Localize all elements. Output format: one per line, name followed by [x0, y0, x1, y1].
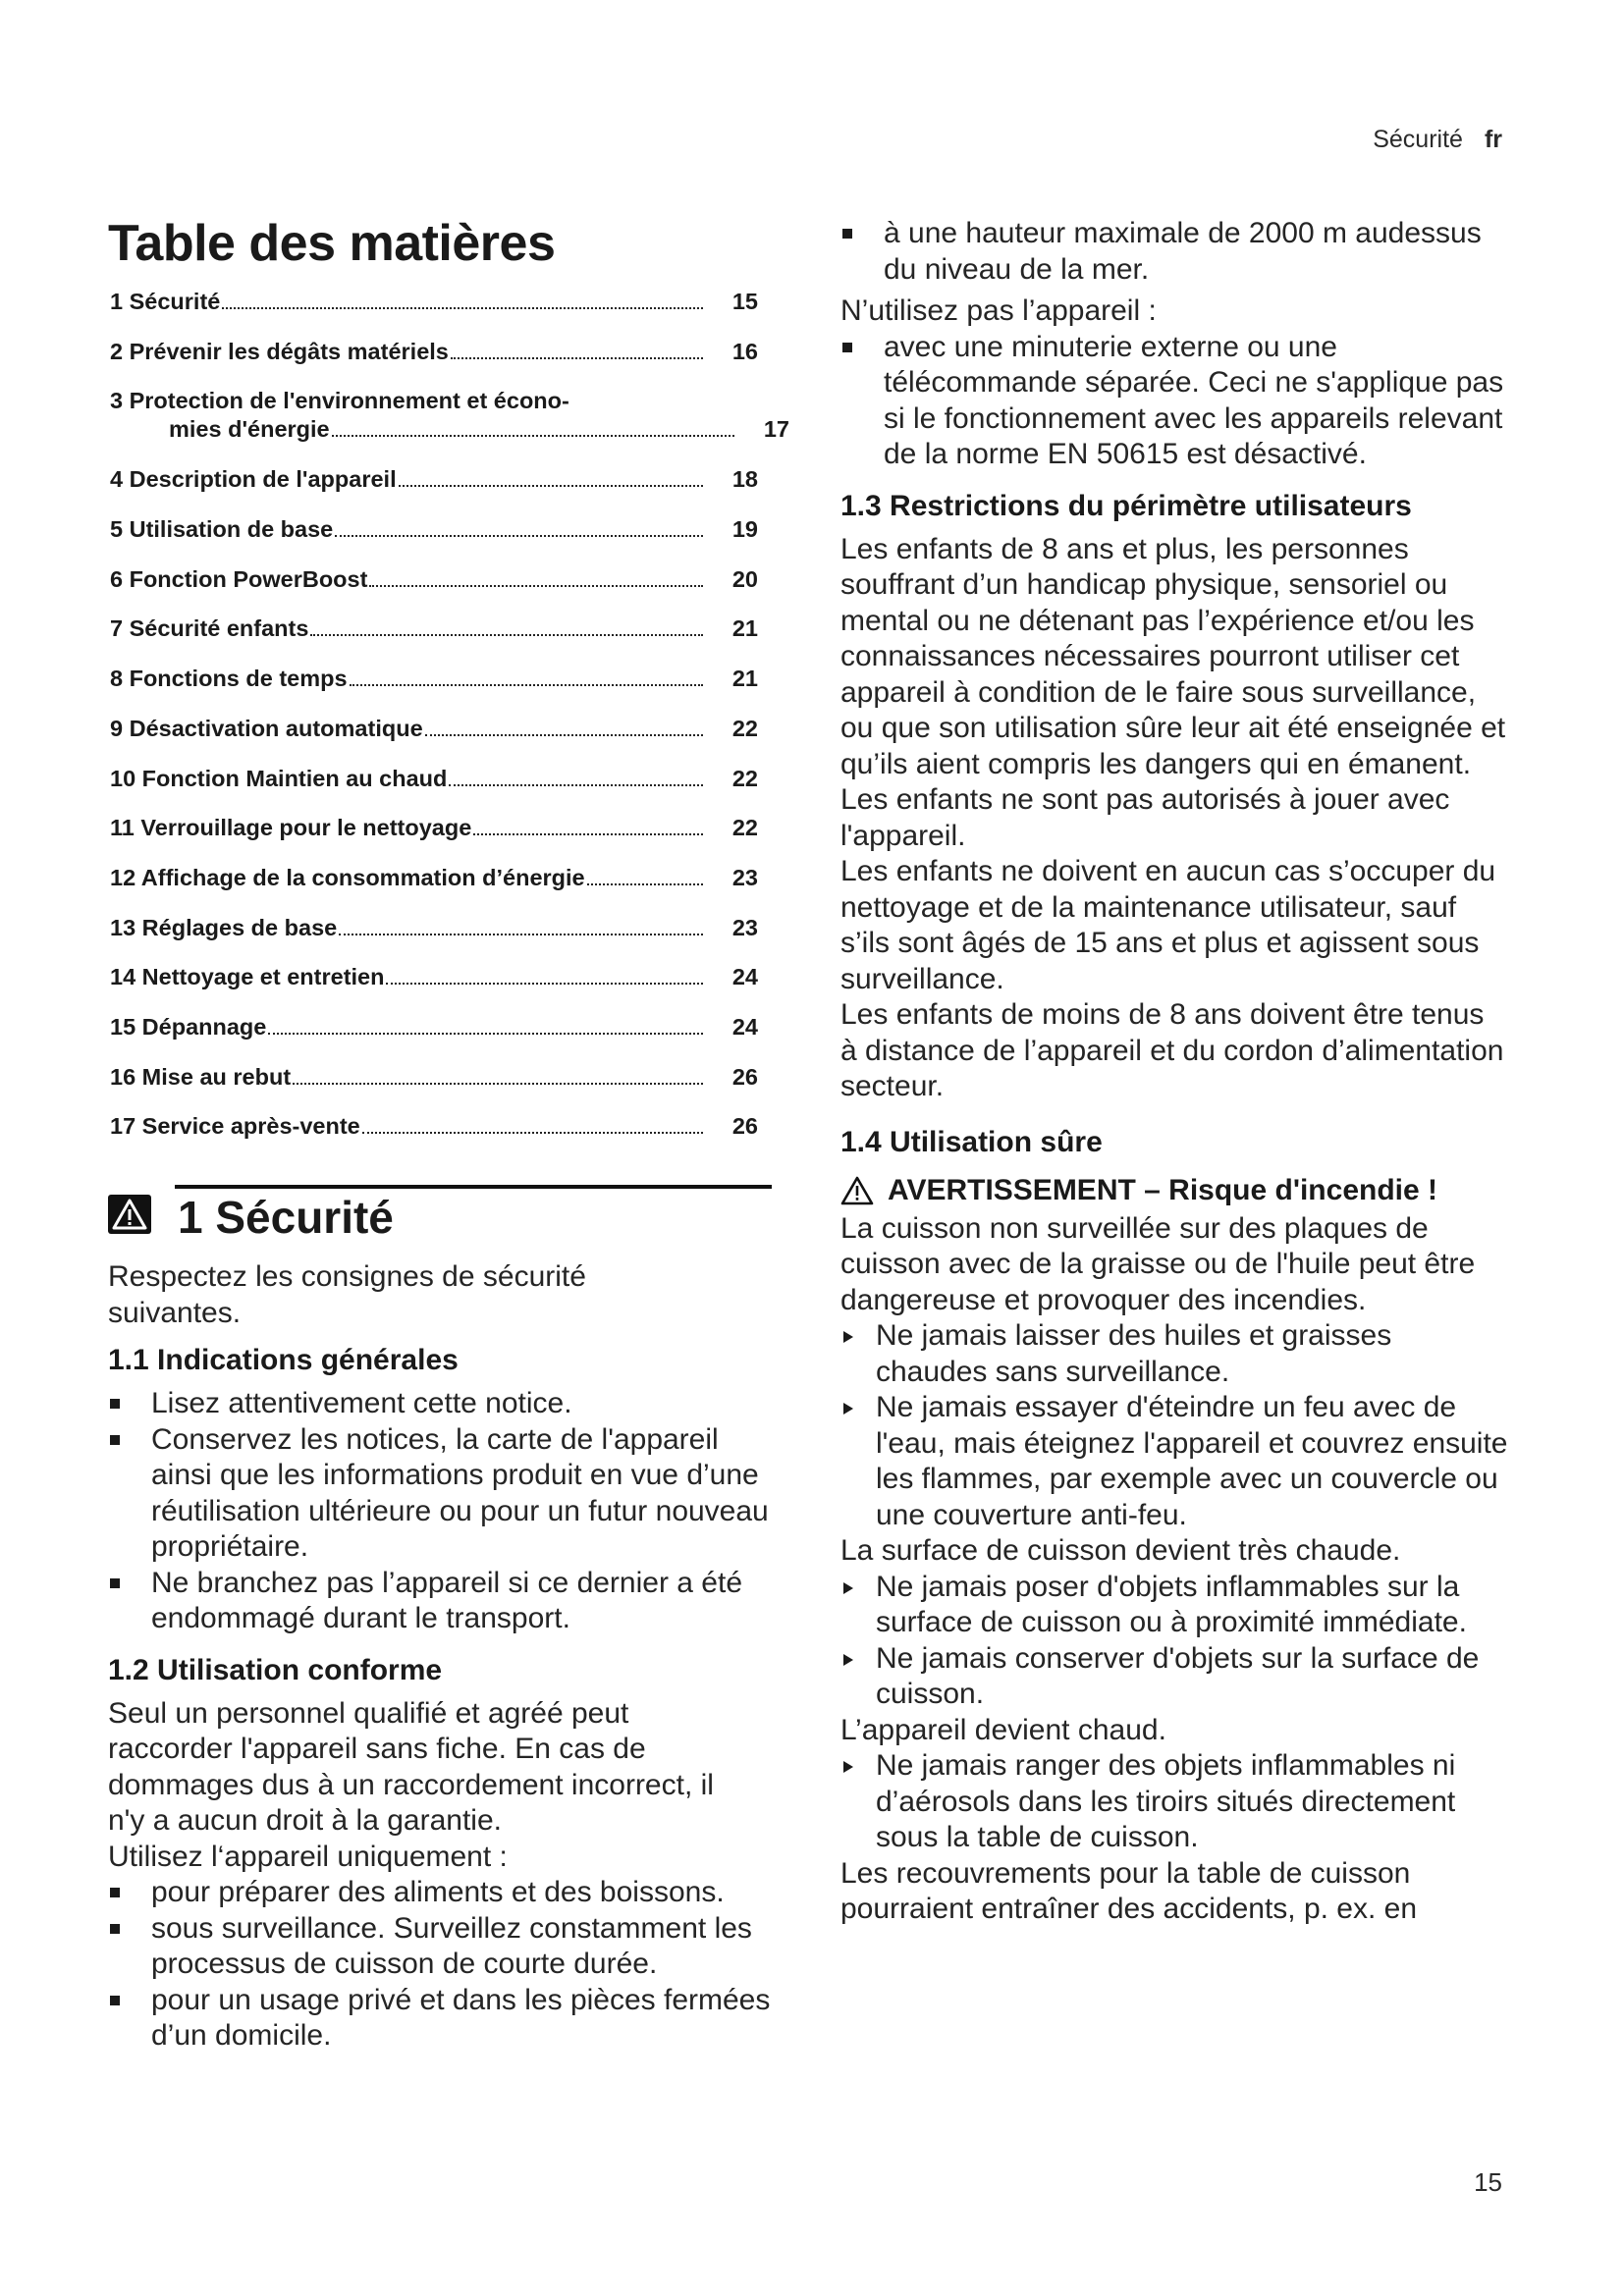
list-item: Conservez les notices, la carte de l'appareil ainsi que les informations produit en vue d’une réutilisation ultérieure ou pour un futur nouveau propriétaire. — [108, 1422, 776, 1566]
toc-entry[interactable]: 2 Prévenir les dégâts matériels 16 — [110, 338, 758, 364]
toc-entry[interactable]: 11 Verrouillage pour le nettoyage 22 — [110, 815, 758, 841]
intro-text: Respectez les consignes de sécurité suivantes. — [108, 1260, 586, 1329]
heading-1-3: 1.3 Restrictions du périmètre utilisateurs — [840, 489, 1412, 522]
paragraph: Seul un personnel qualifié et agréé peut raccorder l'appareil sans fiche. En cas de dommages dus à un raccordement incorrect, il n'y a aucun droit à la garantie. — [108, 1696, 714, 1837]
toc-entry[interactable]: 6 Fonction PowerBoost 20 — [110, 565, 758, 592]
toc-entry[interactable]: 3 Protection de l'environnement et écono- mies d'énergie 17 — [110, 388, 789, 443]
toc-entry[interactable]: 8 Fonctions de temps 21 — [110, 666, 758, 692]
paragraph: Les enfants de 8 ans et plus, les personnes souffrant d’un handicap physique, sensoriel ou mental ou ne détenant pas l’expérience et/ou les connaissances nécessaires pourront utiliser cet appareil à condition de le faire sous surveillance, ou que son utilisation sûre leur ait été enseignée et qu’ils aient compris les dangers qui en émanent. — [840, 532, 1506, 780]
paragraph: Utilisez l‘appareil uniquement : — [108, 1840, 508, 1873]
list-item: avec une minuterie externe ou une télécommande séparée. Ceci ne s'applique pas si le fonctionnement avec les appareils relevant de la norme EN 50615 est désactivé. — [840, 330, 1508, 473]
left-column — [108, 1259, 776, 2055]
list-item: sous surveillance. Surveillez constamment les processus de cuisson de courte durée. — [108, 1911, 776, 1983]
paragraph: N’utilisez pas l’appareil : — [840, 294, 1157, 327]
toc-title: Table des matières — [108, 215, 556, 272]
list-item: Lisez attentivement cette notice. — [108, 1386, 776, 1422]
toc-entry[interactable]: 9 Désactivation automatique 22 — [110, 715, 758, 741]
toc-entry[interactable]: 7 Sécurité enfants 21 — [110, 615, 758, 642]
heading-1-4: 1.4 Utilisation sûre — [840, 1125, 1103, 1158]
page-number: 15 — [1474, 2167, 1502, 2197]
warning-icon — [108, 1195, 151, 1234]
table-of-contents — [110, 288, 789, 1162]
instruction-item: Ne jamais ranger des objets inflammables ni d’aérosols dans les tiroirs situés directement sous la table de cuisson. — [840, 1748, 1508, 1856]
toc-entry[interactable]: 10 Fonction Maintien au chaud 22 — [110, 765, 758, 791]
toc-entry[interactable]: 15 Dépannage 24 — [110, 1013, 758, 1040]
heading-1-1: 1.1 Indications générales — [108, 1344, 459, 1376]
warning-triangle-icon — [840, 1176, 874, 1205]
paragraph: Les enfants de moins de 8 ans doivent être tenus à distance de l’appareil et du cordon d’alimentation secteur. — [840, 998, 1504, 1102]
instruction-item: Ne jamais essayer d'éteindre un feu avec de l'eau, mais éteignez l'appareil et couvrez ensuite les flammes, par exemple avec un couvercle ou une couverture anti-feu. — [840, 1390, 1508, 1533]
paragraph: L’appareil devient chaud. — [840, 1713, 1166, 1746]
heading-1-2: 1.2 Utilisation conforme — [108, 1653, 443, 1686]
toc-entry[interactable]: 16 Mise au rebut 26 — [110, 1063, 758, 1090]
instruction-item: Ne jamais poser d'objets inflammables sur la surface de cuisson ou à proximité immédiate. — [840, 1570, 1508, 1641]
list-item: à une hauteur maximale de 2000 m audessus du niveau de la mer. — [840, 216, 1508, 288]
paragraph: La cuisson non surveillée sur des plaques de cuisson avec de la graisse ou de l'huile peut être dangereuse et provoquer des incendies. — [840, 1211, 1476, 1316]
list-item: pour un usage privé et dans les pièces fermées d’un domicile. — [108, 1983, 776, 2055]
header-language: fr — [1484, 126, 1502, 153]
toc-entry[interactable]: 14 Nettoyage et entretien 24 — [110, 964, 758, 990]
section-title: 1 Sécurité — [178, 1192, 394, 1243]
toc-entry[interactable]: 1 Sécurité 15 — [110, 289, 758, 314]
paragraph: La surface de cuisson devient très chaude. — [840, 1534, 1401, 1567]
right-column — [840, 216, 1508, 1928]
header-section: Sécurité — [1373, 126, 1463, 153]
toc-entry[interactable]: 5 Utilisation de base 19 — [110, 516, 758, 543]
instruction-item: Ne jamais conserver d'objets sur la surface de cuisson. — [840, 1641, 1508, 1713]
toc-entry[interactable]: 17 Service après-vente 26 — [110, 1113, 758, 1140]
warning-heading: AVERTISSEMENT – Risque d'incendie ! — [840, 1172, 1508, 1209]
paragraph: Les recouvrements pour la table de cuisson pourraient entraîner des accidents, p. ex. en — [840, 1856, 1418, 1925]
toc-entry[interactable]: 12 Affichage de la consommation d’énergie 23 — [110, 864, 758, 890]
section-rule — [175, 1185, 772, 1189]
list-item: pour préparer des aliments et des boissons. — [108, 1875, 776, 1911]
running-header — [1373, 126, 1502, 154]
instruction-item: Ne jamais laisser des huiles et graisses chaudes sans surveillance. — [840, 1318, 1508, 1390]
paragraph: Les enfants ne doivent en aucun cas s’occuper du nettoyage et de la maintenance utilisateur, sauf s’ils sont âgés de 15 ans et plus et agissent sous surveillance. — [840, 855, 1496, 995]
toc-entry[interactable]: 4 Description de l'appareil 18 — [110, 466, 758, 493]
list-item: Ne branchez pas l’appareil si ce dernier a été endommagé durant le transport. — [108, 1566, 776, 1637]
paragraph: Les enfants ne sont pas autorisés à jouer avec l'appareil. — [840, 783, 1450, 852]
toc-entry[interactable]: 13 Réglages de base 23 — [110, 914, 758, 940]
